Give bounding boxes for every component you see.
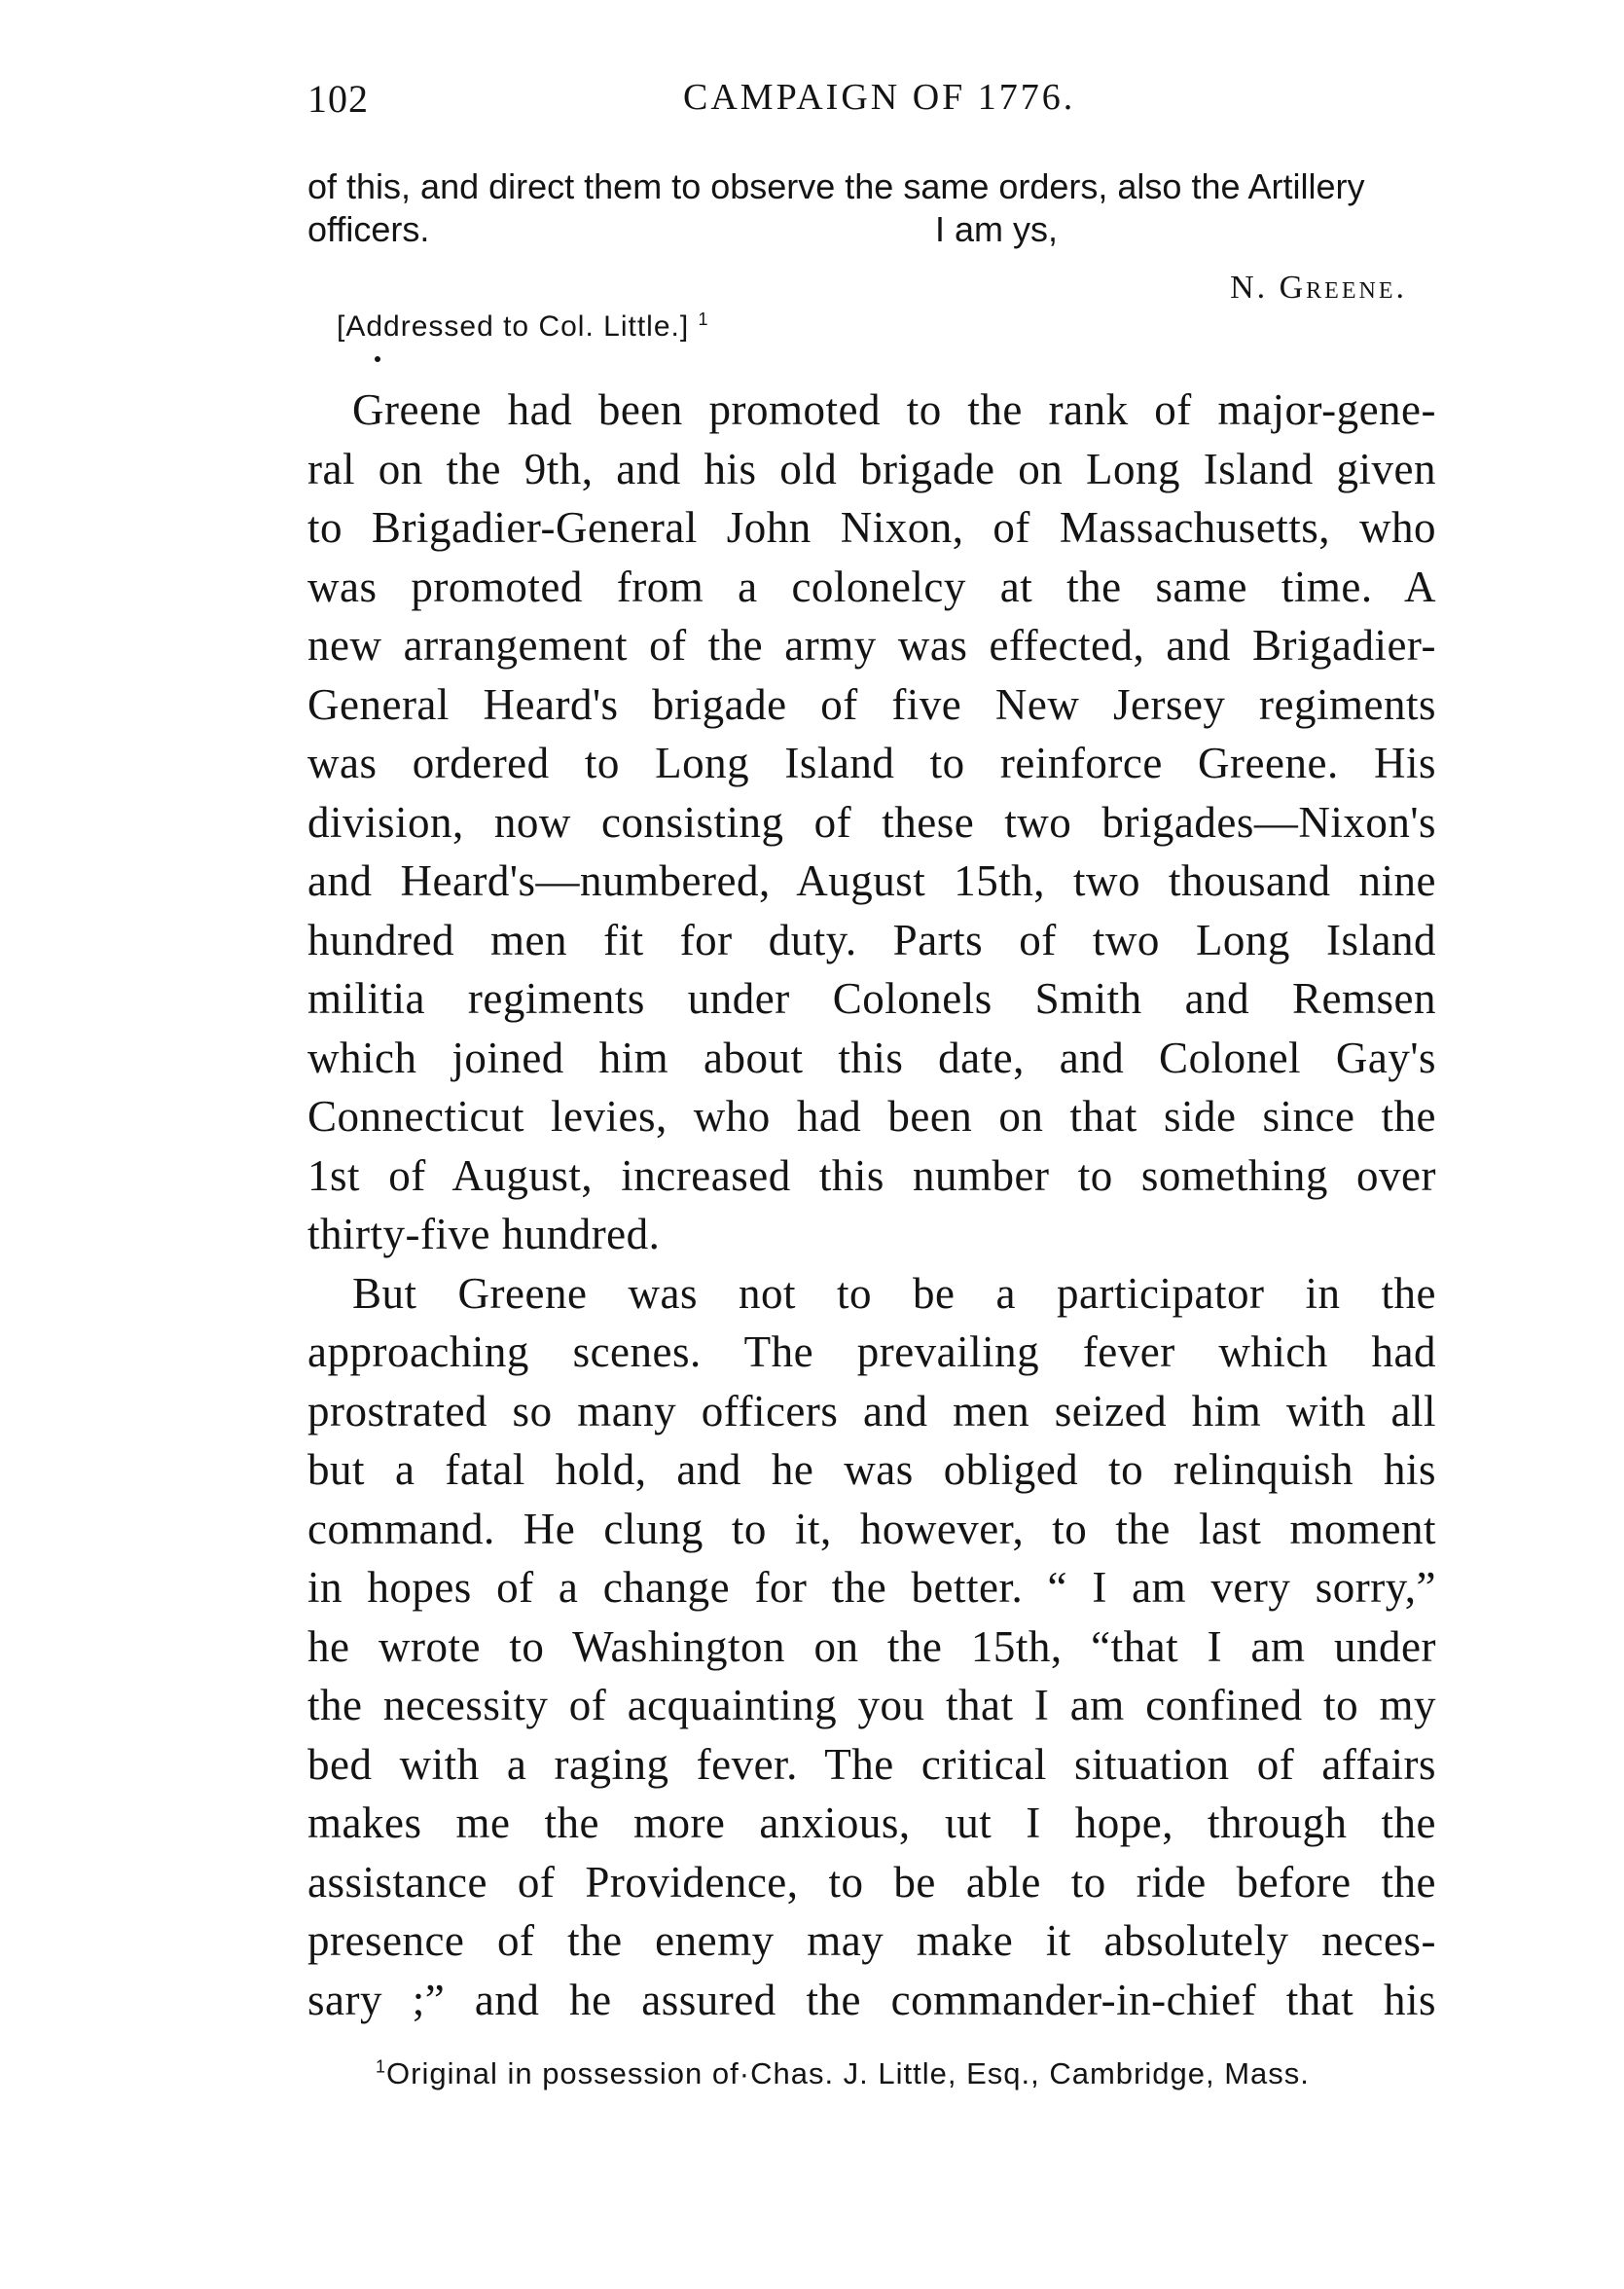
paragraph-2-line: bed with a raging fever. The critical situation of affairs bbox=[307, 1739, 1436, 1789]
paragraph-1-line: which joined him about this date, and Colonel Gay's bbox=[307, 1033, 1436, 1082]
paragraph-1-line: division, now consisting of these two brigades—Nixon's bbox=[307, 797, 1436, 847]
paragraph-1-line: Connecticut levies, who had been on that side since the bbox=[307, 1092, 1436, 1141]
letter-line: officers. bbox=[307, 209, 430, 249]
paragraph-1-line: militia regiments under Colonels Smith and Remsen bbox=[307, 974, 1436, 1023]
paragraph-2-line: makes me the more anxious, ιut I hope, through the bbox=[307, 1798, 1436, 1847]
footnote-reference: 1 bbox=[698, 309, 709, 329]
paragraph-2-line: presence of the enemy may make it absolutely neces- bbox=[307, 1916, 1436, 1965]
page-number: 102 bbox=[307, 77, 369, 121]
paragraph-1-line: General Heard's brigade of five New Jersey regiments bbox=[307, 679, 1436, 729]
paragraph-2-line: prostrated so many officers and men seized him with all bbox=[307, 1386, 1436, 1435]
body-text bbox=[307, 381, 1436, 2029]
paragraph-1-line: ral on the 9th, and his old brigade on Long Island given bbox=[307, 444, 1436, 493]
paragraph-2-line: command. He clung to it, however, to the last moment bbox=[307, 1504, 1436, 1553]
running-head bbox=[307, 76, 1426, 134]
footnote-text: Original in possession of·Chas. J. Little, Esq., Cambridge, Mass. bbox=[386, 2056, 1310, 2090]
footnote bbox=[376, 2056, 1310, 2091]
address-note bbox=[337, 298, 709, 348]
running-title: CAMPAIGN OF 1776. bbox=[683, 77, 1076, 118]
paragraph-2-line: he wrote to Washington on the 15th, “that I am under bbox=[307, 1621, 1436, 1671]
paragraph-1-line: was promoted from a colonelcy at the same time. A bbox=[307, 562, 1436, 611]
stray-mark bbox=[375, 356, 380, 362]
paragraph-1-line: hundred men fit for duty. Parts of two Long Island bbox=[307, 915, 1436, 964]
paragraph-2-line: the necessity of acquainting you that I am confined to my bbox=[307, 1681, 1436, 1729]
paragraph-1-line: and Heard's—numbered, August 15th, two thousand nine bbox=[307, 856, 1436, 905]
paragraph-2-line: but a fatal hold, and he was obliged to relinquish his bbox=[307, 1445, 1436, 1494]
paragraph-1-line: thirty-five hundred. bbox=[307, 1210, 661, 1258]
footnote-marker: 1 bbox=[376, 2056, 387, 2077]
letter-excerpt bbox=[307, 165, 1436, 343]
paragraph-1-line: new arrangement of the army was effected, and Brigadier- bbox=[307, 621, 1436, 670]
paragraph-1-line: 1st of August, increased this number to something over bbox=[307, 1150, 1436, 1200]
paragraph-2-line: But Greene was not to be a participator in the bbox=[352, 1268, 1436, 1318]
paragraph-2-line: in hopes of a change for the better. “ I am very sorry,” bbox=[307, 1563, 1436, 1612]
letter-line: of this, and direct them to observe the same orders, also the Artillery bbox=[307, 166, 1365, 206]
paragraph-1-line: was ordered to Long Island to reinforce Greene. His bbox=[307, 739, 1436, 787]
paragraph-1-line: to Brigadier-General John Nixon, of Massachusetts, who bbox=[307, 503, 1436, 552]
address-note-text: [Addressed to Col. Little.] bbox=[337, 310, 690, 343]
paragraph-2-line: approaching scenes. The prevailing fever which had bbox=[307, 1327, 1436, 1376]
paragraph-1-line: Greene had been promoted to the rank of major-gene- bbox=[352, 385, 1436, 434]
letter-closing: I am ys, bbox=[935, 209, 1059, 249]
paragraph-2-line: sary ;” and he assured the commander-in-chief that his bbox=[307, 1975, 1436, 2024]
letter-signature: N. Greene. bbox=[1230, 270, 1407, 306]
paragraph-2-line: assistance of Providence, to be able to ride before the bbox=[307, 1857, 1436, 1907]
